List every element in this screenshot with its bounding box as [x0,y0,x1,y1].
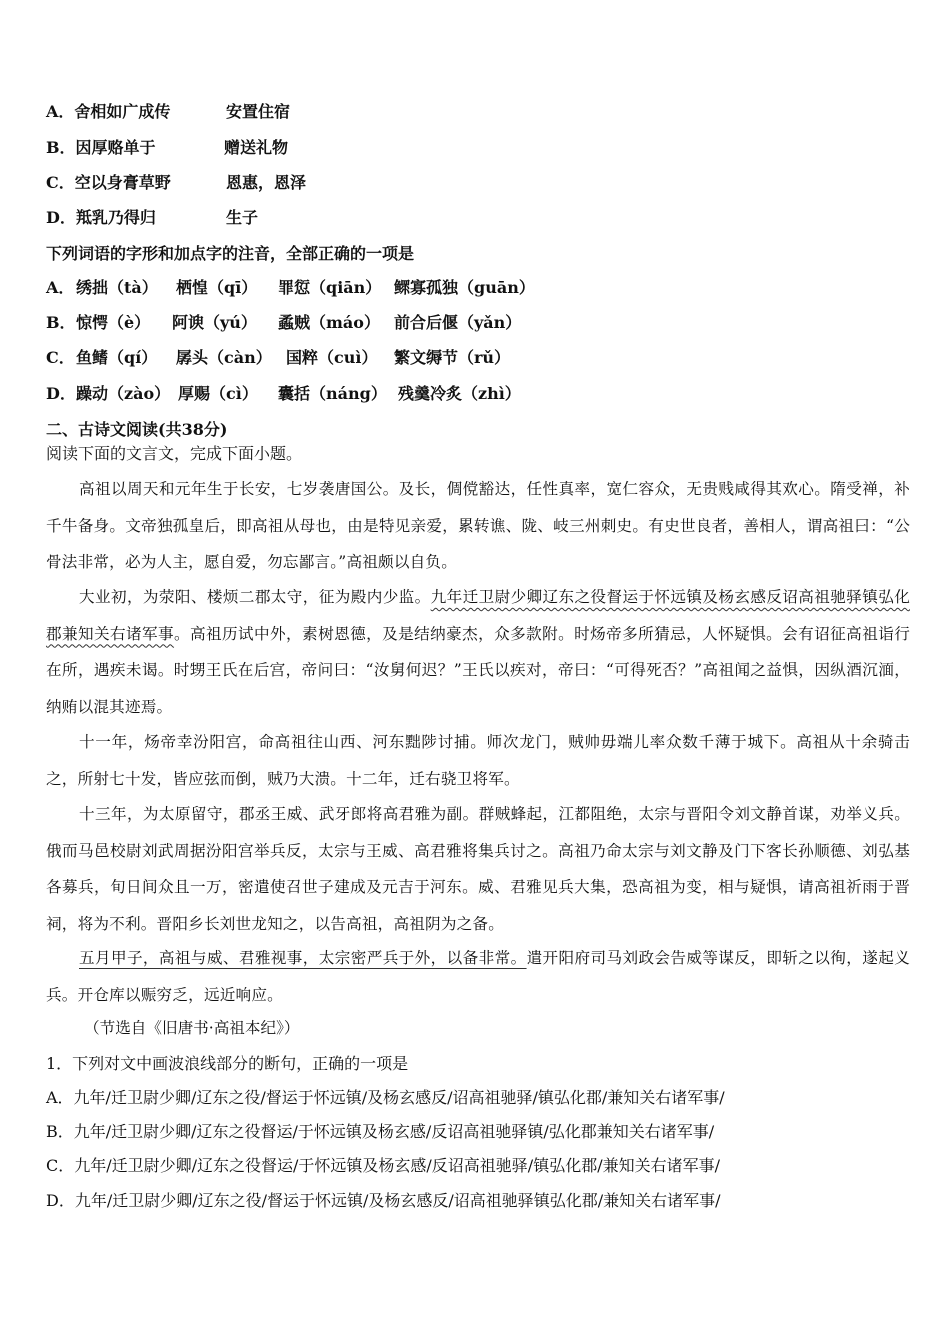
prev-option-a-meaning: 安置住宿 [226,102,291,121]
passage-paragraph-4: 十三年，为太原留守，郡丞王威、武牙郎将高君雅为副。群贼蜂起，江都阻绝，太宗与晋阳令刘文静首谋，劝举义兵。俄而马邑校尉刘武周据汾阳宫举兵反，太宗与王威、高君雅将集兵讨之。高祖乃命太宗与刘文静及门下客长孙顺德、刘弘基各募兵，旬日间众且一万，密遣使召世子建成及元吉于河东。威、君雅见兵大集，恐高祖为变，相与疑惧，请高祖祈雨于晋祠，将为不利。晋阳乡长刘世龙知之，以告高祖，高祖阴为之备。 [46,805,910,933]
words-option-item: 阿谀（yú） [172,313,257,332]
words-option-item: 厚赐（cì） [178,384,258,403]
passage-paragraph-1: 高祖以周天和元年生于长安，七岁袭唐国公。及长，倜傥豁达，任性真率，宽仁容众，无贵贱咸得其欢心。隋受禅，补千牛备身。文帝独孤皇后，即高祖从母也，由是特见亲爱，累转谯、陇、岐三州刺史。有史世良者，善相人，谓高祖曰：“公骨法非常，必为人主，愿自爱，勿忘鄙言。”高祖颇以自负。 [46,480,910,571]
section-heading: 二、古诗文阅读(共38分) [46,420,228,439]
passage-text: 大业初，为荥阳、楼烦二郡太守，征为殿内少监。 [79,588,431,606]
option-label: B． [46,138,76,157]
option-label: C． [46,173,75,192]
passage-paragraph-3: 十一年，炀帝幸汾阳宫，命高祖往山西、河东黜陟讨捕。师次龙门，贼帅毋端儿率众数千薄于城下。高祖从十余骑击之，所射七十发，皆应弦而倒，贼乃大溃。十二年，迁右骁卫将军。 [46,733,910,788]
passage-paragraph-2 [46,579,910,725]
question-1-option-c: C．九年/迁卫尉少卿/辽东之役督运/于怀远镇及杨玄感/反诏高祖驰驿/镇弘化郡/兼知关右诸军事/ [46,1156,720,1175]
prev-option-b-meaning: 赠送礼物 [224,138,289,157]
question-1-option-a: A．九年/迁卫尉少卿/辽东之役/督运于怀远镇/及杨玄感反/诏高祖驰驿/镇弘化郡/兼知关右诸军事/ [46,1088,725,1107]
words-option-item: 孱头（càn） [176,348,272,367]
option-phrase: 空以身膏草野 [74,173,171,192]
words-option-item: 鳏寡孤独（guān） [394,278,535,297]
words-option-b-label: B． [46,313,76,332]
option-label: D． [46,208,76,227]
words-option-item: 鱼鳍（qí） [76,348,158,367]
option-phrase: 因厚赂单于 [75,138,156,157]
words-option-d-label: D． [46,384,76,403]
words-option-a-label: A． [46,278,75,297]
question-1-stem: 1．下列对文中画波浪线部分的断句，正确的一项是 [46,1054,409,1073]
option-phrase: 舍相如广成传 [74,102,171,121]
words-option-item: 躁动（zào） [76,384,171,403]
words-option-item: 残羹冷炙（zhì） [398,384,521,403]
words-option-item: 繁文缛节（rǔ） [394,348,511,367]
words-option-item: 前合后偃（yǎn） [394,313,522,332]
passage-text: 。高祖历试中外，素树恩德，及是结纳豪杰，众多款附。时炀帝多所猜忌，人怀疑惧。会有诏征高祖诣行在所，遇疾未谒。时甥王氏在后宫，帝问曰：“汝舅何迟？”王氏以疾对，帝曰：“可得死否？”高祖闻之益惧，因纵酒沉湎，纳贿以混其迹焉。 [46,624,910,716]
prev-option-d-meaning: 生子 [226,208,259,227]
words-option-item: 惊愕（è） [76,313,151,332]
prev-option-c-meaning: 恩惠，恩泽 [226,173,307,192]
question-1-option-d: D．九年/迁卫尉少卿/辽东之役/督运于怀远镇/及杨玄感反/诏高祖驰驿镇弘化郡/兼知关右诸军事/ [46,1191,721,1210]
option-label: A． [46,102,75,121]
words-option-item: 栖惶（qī） [176,278,258,297]
option-phrase: 羝乳乃得归 [75,208,156,227]
words-option-item: 绣拙（tà） [76,278,158,297]
prev-option-a [46,102,170,122]
question-stem-words: 下列词语的字形和加点字的注音，全部正确的一项是 [46,244,415,263]
passage-text: 遣开阳府司马刘政会告威等谋反，即斩之以徇，遂起义兵。开仓库以赈穷乏，远近响应。 [46,949,910,1004]
words-option-item: 囊括（náng） [278,384,387,403]
underlined-sentence: 五月甲子，高祖与威、君雅视事，太宗密严兵于外，以备非常。 [79,949,527,967]
passage-source: （节选自《旧唐书·高祖本纪》） [84,1019,300,1037]
wavy-underlined-passage: 九年迁卫尉少卿辽东之役督运于怀远镇及杨玄感反诏高祖驰驿镇弘化郡兼知关右诸军事 [46,588,910,643]
prev-option-c [46,173,171,193]
words-option-item: 罪愆（qiān） [278,278,382,297]
words-option-item: 蟊贼（máo） [278,313,380,332]
section-intro: 阅读下面的文言文，完成下面小题。 [46,444,303,463]
words-option-item: 国粹（cuì） [286,348,378,367]
passage-paragraph-5 [46,940,910,1013]
prev-option-d [46,208,156,228]
words-option-c-label: C． [46,348,75,367]
question-1-option-b: B．九年/迁卫尉少卿/辽东之役督运/于怀远镇及杨玄感/反诏高祖驰驿镇/弘化郡兼知关右诸军事/ [46,1122,715,1141]
prev-option-b [46,138,156,158]
